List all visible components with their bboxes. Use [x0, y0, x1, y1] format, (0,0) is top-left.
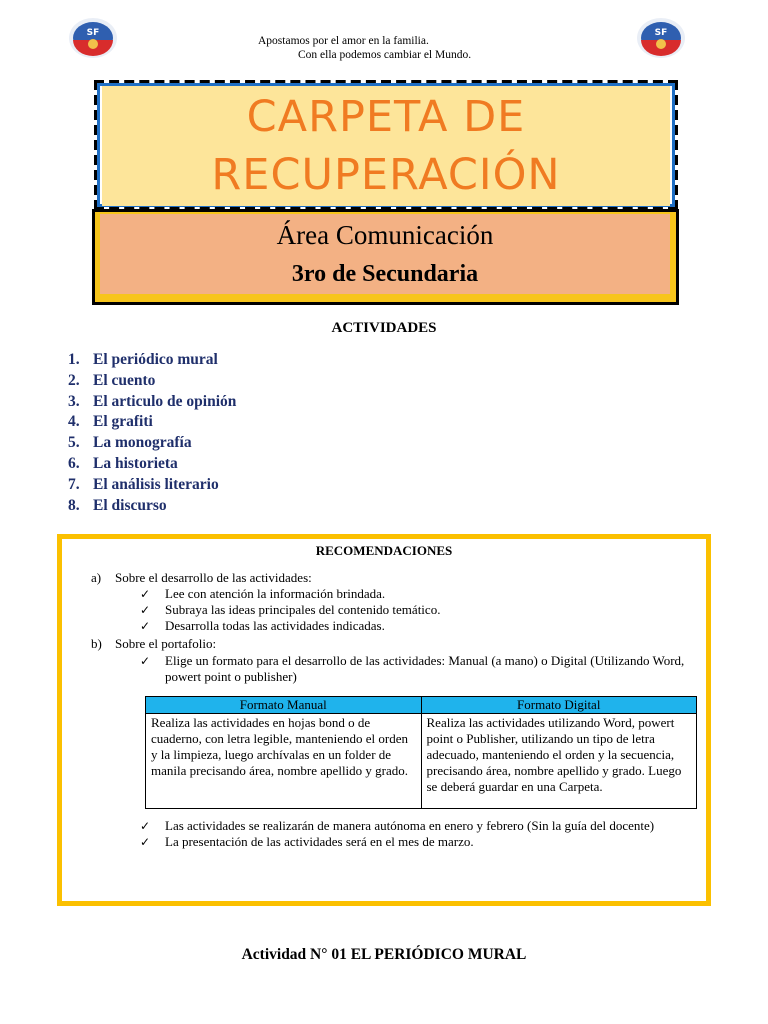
area-title: Área Comunicación	[276, 220, 494, 250]
section-b-checklist	[140, 653, 700, 685]
final-checklist	[140, 818, 710, 850]
title-line-1: CARPETA DE	[246, 92, 526, 142]
activity-title: Actividad N° 01 EL PERIÓDICO MURAL	[241, 946, 527, 963]
list-item: 8. El discurso	[68, 496, 167, 514]
recommendations-title: RECOMENDACIONES	[315, 543, 453, 558]
table-header-digital: Formato Digital	[421, 697, 697, 714]
section-a-checklist	[140, 586, 700, 634]
list-item: ✓ Las actividades se realizarán de manera autónoma en enero y febrero (Sin la guía del docente)	[140, 818, 655, 833]
check-icon: ✓	[140, 587, 151, 601]
title-line-2: RECUPERACIÓN	[211, 150, 561, 200]
check-icon: ✓	[140, 654, 151, 668]
list-item: ✓ Elige un formato para el desarrollo de las actividades: Manual (a mano) o Digital (Utilizando Word, powert point o publisher)	[140, 653, 685, 684]
list-item: 2. El cuento	[68, 371, 156, 389]
format-table	[145, 696, 697, 809]
activities-heading: ACTIVIDADES	[331, 320, 437, 336]
list-item: 7. El análisis literario	[68, 475, 219, 493]
subtitle-box	[100, 214, 670, 294]
motto-line-2: Con ella podemos cambiar el Mundo.	[298, 49, 472, 61]
list-item: ✓ Lee con atención la información brindada.	[140, 586, 386, 601]
school-logo-icon	[636, 16, 686, 60]
section-b-label: b) Sobre el portafolio:	[91, 636, 217, 651]
activities-list	[68, 350, 236, 516]
list-item: 4. El grafiti	[68, 413, 153, 431]
table-cell-manual: Realiza las actividades en hojas bond o de cuaderno, con letra legible, manteniendo el orden y la limpieza, luego archívalas en un folder de manila precisando área, nombre apellido y grado.	[146, 714, 422, 809]
school-logo-right	[636, 16, 686, 60]
check-icon: ✓	[140, 619, 151, 633]
list-item: 1. El periódico mural	[68, 351, 218, 368]
list-item: 6. La historieta	[68, 454, 178, 472]
check-icon: ✓	[140, 819, 151, 833]
section-a-label: a) Sobre el desarrollo de las actividades:	[91, 570, 312, 585]
check-icon: ✓	[140, 835, 151, 849]
grade-title: 3ro de Secundaria	[291, 261, 479, 287]
svg-text:SF: SF	[654, 28, 668, 38]
list-item: ✓ Subraya las ideas principales del contenido temático.	[140, 602, 441, 617]
recommendations-box	[57, 534, 711, 906]
svg-text:SF: SF	[86, 28, 100, 38]
table-row	[146, 714, 697, 809]
list-item: ✓ Desarrolla todas las actividades indicadas.	[140, 618, 385, 633]
title-box	[102, 86, 670, 206]
check-icon: ✓	[140, 603, 151, 617]
list-item: 3. El articulo de opinión	[68, 392, 237, 410]
list-item: 5. La monografía	[68, 434, 192, 452]
list-item: ✓ La presentación de las actividades será en el mes de marzo.	[140, 834, 474, 849]
motto-line-1: Apostamos por el amor en la familia.	[258, 35, 429, 47]
school-logo-icon	[68, 16, 118, 60]
school-logo-left	[68, 16, 118, 60]
table-cell-digital: Realiza las actividades utilizando Word, powert point o Publisher, utilizando un tipo de letra adecuado, manteniendo el orden y la secuencia, precisando área, nombre apellido y grado. Luego se deberá guardar en una Carpeta.	[421, 714, 697, 809]
table-header-manual: Formato Manual	[146, 697, 422, 714]
motto	[258, 34, 471, 62]
subtitle-frame	[92, 209, 679, 305]
